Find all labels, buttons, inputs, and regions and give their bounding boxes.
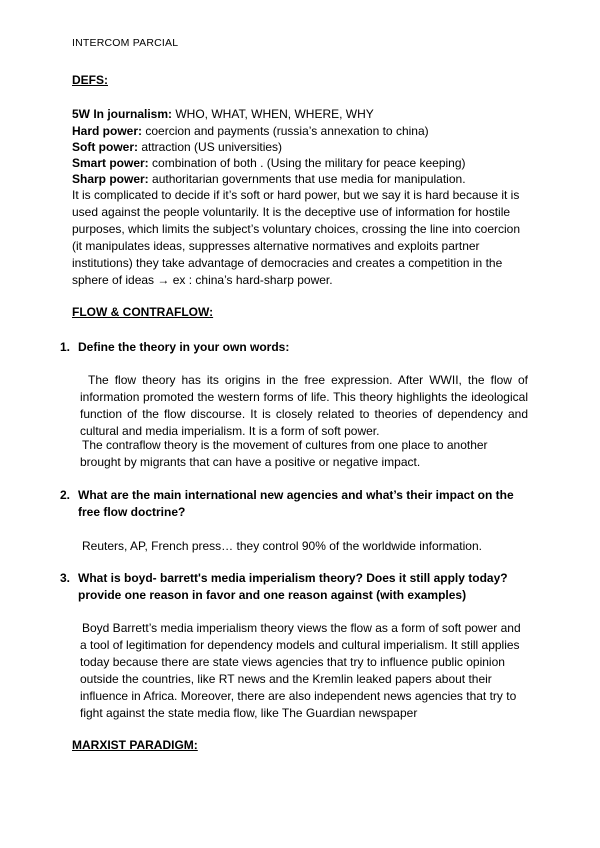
question-number: 3.: [60, 571, 71, 585]
def-soft-power: [72, 140, 282, 154]
answer-2: Reuters, AP, French press… they control 90% of the worldwide information.: [82, 539, 482, 553]
def-text: coercion and payments (russia’s annexation to china): [142, 124, 429, 138]
def-term: Soft power:: [72, 140, 138, 154]
def-text: combination of both . (Using the military for peace keeping): [148, 156, 466, 170]
def-hard-power: [72, 124, 429, 138]
def-term: Hard power:: [72, 124, 143, 138]
defs-heading: DEFS:: [72, 73, 108, 87]
marxist-heading: MARXIST PARADIGM:: [72, 738, 198, 752]
sharp-power-paragraph: It is complicated to decide if it’s soft or hard power, but we say it is hard because it is used against the people voluntarily. It is the deceptive use of information for hostile purposes, which limits the subject’s voluntary choices, crossing the line into coercion (it manipulates ideas, suppresses alternative normatives and exploits partner institutions) they take advantage of democracies and creates a competition in the sphere of ideas → ex : china’s hard-sharp power.: [72, 188, 520, 287]
def-term: Sharp power:: [72, 172, 149, 186]
answer-1-flow: The flow theory has its origins in the free expression. After WWII, the flow of information promoted the western forms of life. This theory highlights the ideological function of the flow discourse. It is closely related to theories of dependency and cultural and media imperialism. It is a form of soft power.: [80, 373, 528, 438]
answer-3: Boyd Barrett’s media imperialism theory views the flow as a form of soft power and a tool of legitimation for dependency models and cultural imperialism. It still applies today because there are state views agencies that try to influence public opinion outside the countries, like RT news and the Kremlin leaked papers about their influence in Africa. Moreover, there are also independent news agencies that try to fight against the state media flow, like The Guardian newspaper: [80, 621, 521, 720]
def-term: 5W In journalism:: [72, 107, 173, 121]
flow-heading: FLOW & CONTRAFLOW:: [72, 305, 214, 319]
question-number: 1.: [60, 340, 71, 354]
def-smart-power: [72, 156, 466, 170]
def-5w: [72, 107, 374, 121]
def-text: authoritarian governments that use media for manipulation.: [148, 172, 466, 186]
answer-1-contraflow: The contraflow theory is the movement of cultures from one place to another brought by migrants that can have a positive or negative impact.: [80, 438, 488, 469]
def-text: attraction (US universities): [138, 140, 283, 154]
question-text: What are the main international new agencies and what’s their impact on the free flow doctrine?: [78, 488, 514, 519]
def-sharp-power: [72, 172, 466, 186]
question-text: Define the theory in your own words:: [78, 340, 290, 354]
question-text: What is boyd- barrett's media imperialism theory? Does it still apply today? provide one reason in favor and one reason against (with examples): [78, 571, 508, 602]
question-number: 2.: [60, 488, 71, 502]
def-term: Smart power:: [72, 156, 149, 170]
def-text: WHO, WHAT, WHEN, WHERE, WHY: [172, 107, 374, 121]
document-header: INTERCOM PARCIAL: [72, 37, 179, 49]
